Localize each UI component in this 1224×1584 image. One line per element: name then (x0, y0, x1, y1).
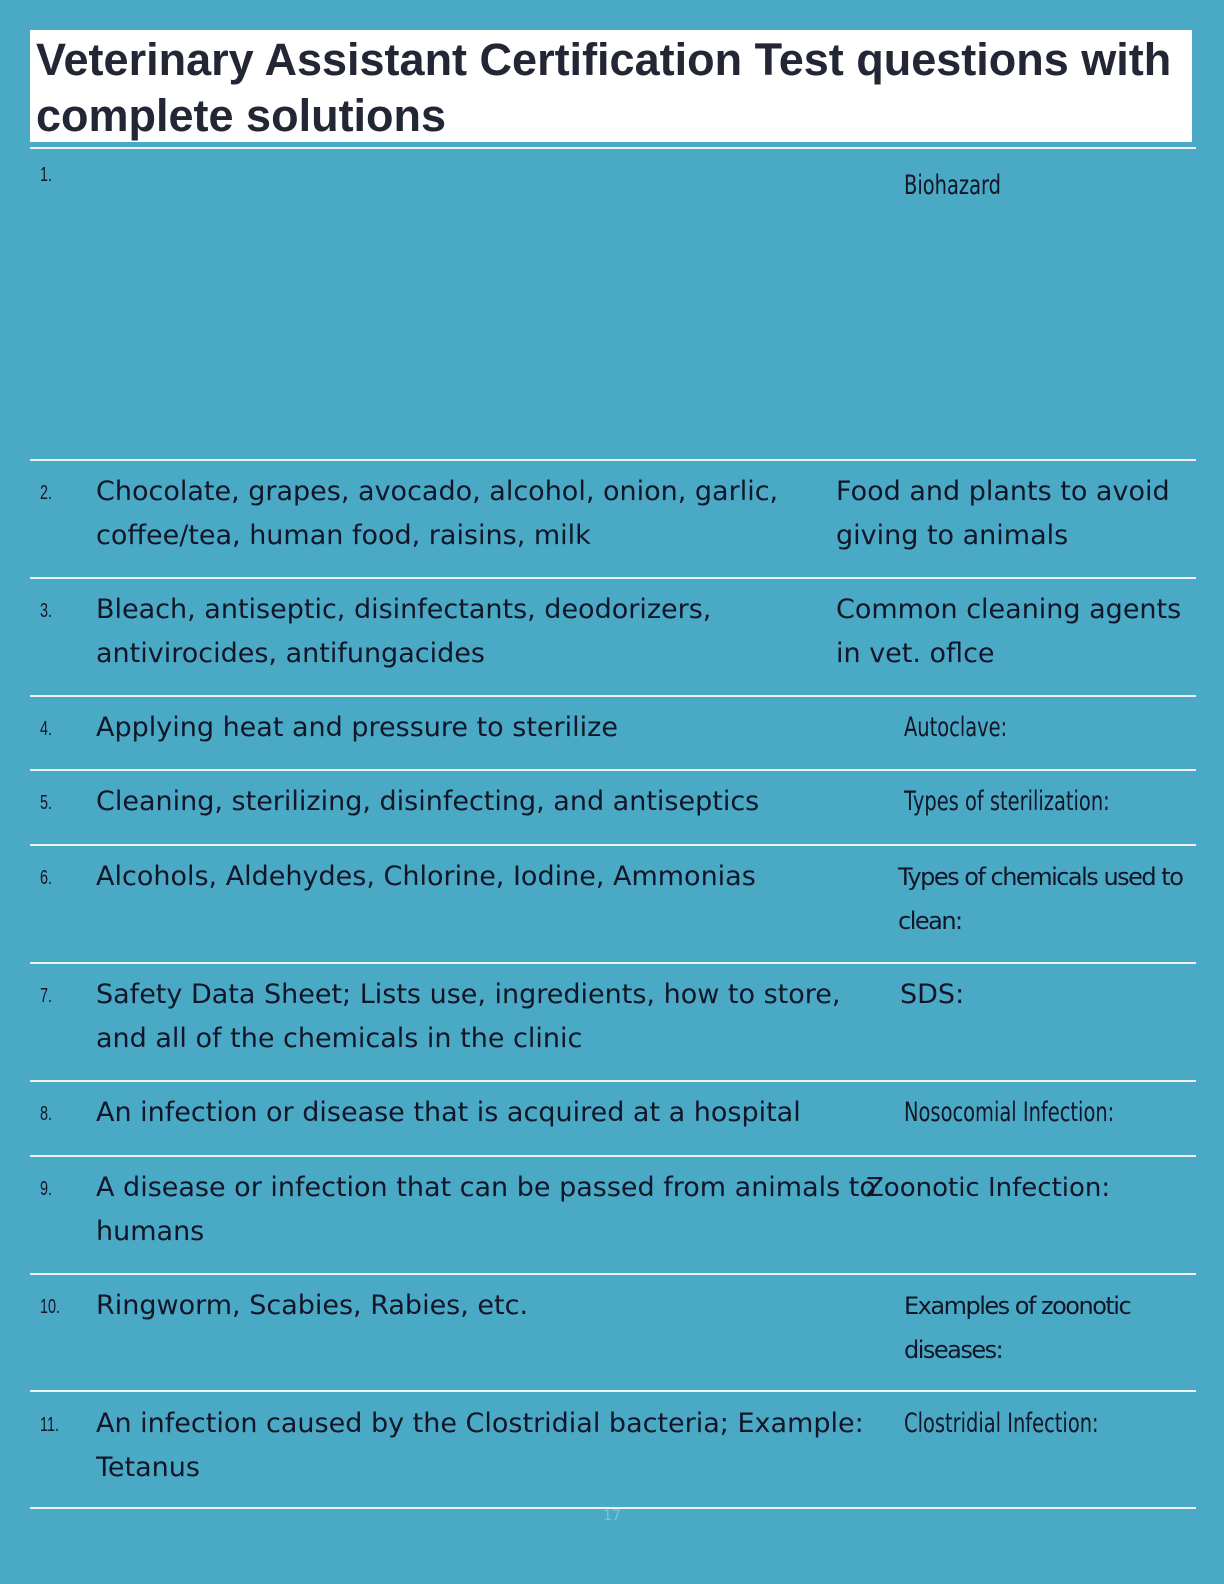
question-text: A disease or infection that can be passed from animals to humans (96, 1172, 876, 1247)
answer-text: Biohazard (904, 170, 1001, 201)
divider (30, 844, 1196, 846)
page-number: 17 (603, 1508, 621, 1524)
answer-text: Clostridial Infection: (904, 1408, 1099, 1439)
item-number: 9. (40, 1178, 53, 1200)
item-number: 3. (40, 600, 53, 622)
divider (30, 1155, 1196, 1157)
divider (30, 459, 1196, 461)
divider (30, 695, 1196, 697)
item-number: 2. (40, 482, 53, 504)
answer-text: Zoonotic Infection: (866, 1173, 1111, 1203)
answer-text: Autoclave: (904, 712, 1008, 743)
title-box (30, 30, 1192, 142)
answer-text: Types of chemicals used to clean: (898, 863, 1183, 935)
item-number: 11. (40, 1414, 59, 1436)
divider (30, 769, 1196, 771)
item-number: 5. (40, 792, 53, 814)
answer-text: Examples of zoonotic diseases: (904, 1292, 1131, 1364)
divider (30, 962, 1196, 964)
item-number: 8. (40, 1103, 53, 1125)
question-text: Cleaning, sterilizing, disinfecting, and antiseptics (96, 786, 760, 817)
answer-text: SDS: (900, 979, 965, 1010)
question-text: Ringworm, Scabies, Rabies, etc. (96, 1290, 529, 1321)
question-text: Safety Data Sheet; Lists use, ingredients, how to store, and all of the chemicals in the clinic (96, 979, 841, 1054)
question-text: Chocolate, grapes, avocado, alcohol, onion, garlic, coffee/tea, human food, raisins, milk (96, 476, 779, 551)
answer-text: Food and plants to avoid giving to animals (836, 476, 1170, 551)
divider (30, 1080, 1196, 1082)
divider (30, 577, 1196, 579)
question-text: Bleach, antiseptic, disinfectants, deodorizers, antivirocides, antifungacides (96, 594, 712, 669)
item-number: 10. (40, 1296, 61, 1318)
question-text: An infection or disease that is acquired at a hospital (96, 1097, 801, 1128)
answer-text: Common cleaning agents in vet. oflce (836, 594, 1182, 669)
divider (30, 147, 1196, 149)
item-number: 4. (40, 718, 53, 740)
answer-text: Types of sterilization: (904, 786, 1110, 817)
item-number: 7. (40, 985, 53, 1007)
question-text: Alcohols, Aldehydes, Chlorine, Iodine, Ammonias (96, 861, 756, 892)
divider (30, 1390, 1196, 1392)
item-number: 1. (40, 164, 53, 186)
item-number: 6. (40, 867, 53, 889)
answer-text: Nosocomial Infection: (904, 1097, 1115, 1128)
question-text: An infection caused by the Clostridial bacteria; Example: Tetanus (96, 1408, 864, 1483)
question-text: Applying heat and pressure to sterilize (96, 712, 618, 743)
divider (30, 1273, 1196, 1275)
page-title: Veterinary Assistant Certification Test questions with complete solutions (36, 34, 1172, 141)
